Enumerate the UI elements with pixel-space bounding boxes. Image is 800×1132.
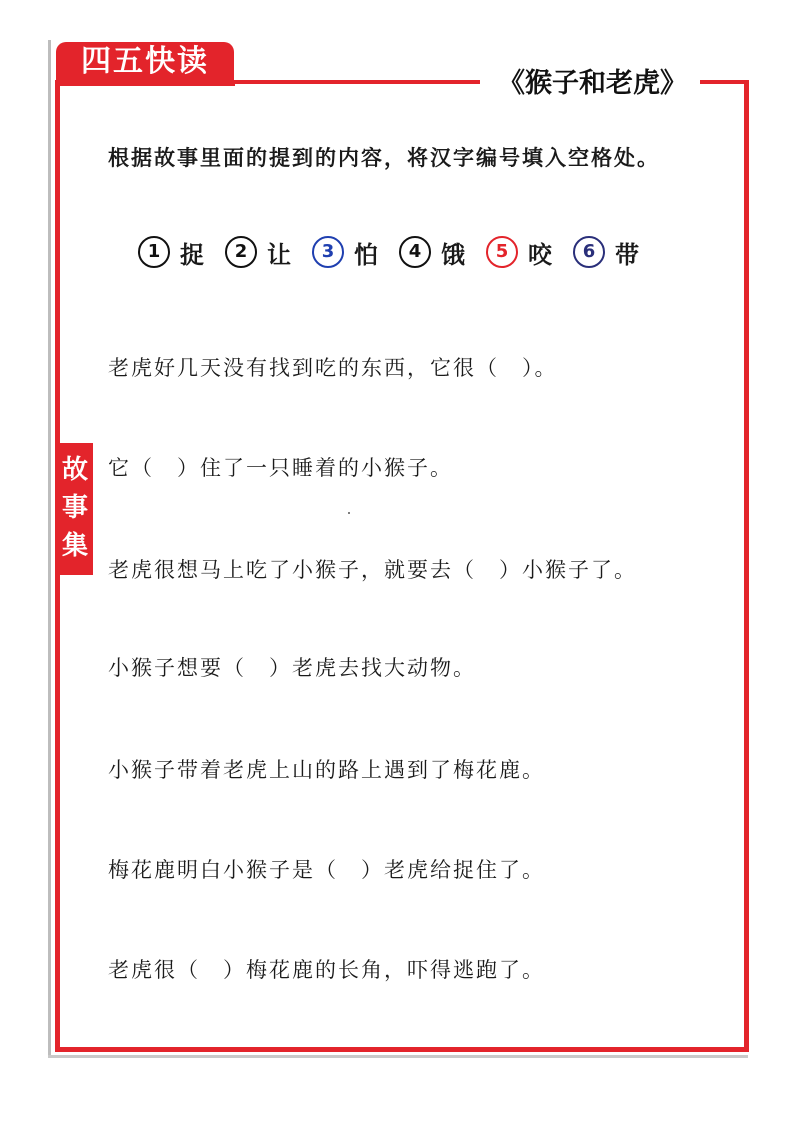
option-number: 5	[486, 236, 518, 268]
side-label-char: 故	[61, 455, 88, 485]
option-char: 让	[267, 239, 291, 269]
fill-in-sentence-4: 小猴子想要（ ）老虎去找大动物。	[108, 656, 476, 680]
fill-in-sentence-3: 老虎很想马上吃了小猴子，就要去（ ）小猴子了。	[108, 558, 637, 582]
option-char: 咬	[528, 239, 552, 269]
story-sentence-5: 小猴子带着老虎上山的路上遇到了梅花鹿。	[108, 758, 545, 782]
option-item	[399, 235, 465, 270]
options-row	[138, 230, 698, 274]
paper-speck	[348, 512, 350, 514]
frame-top-right	[700, 80, 748, 84]
fill-in-sentence-1: 老虎好几天没有找到吃的东西，它很（ ）。	[108, 356, 558, 380]
fill-in-sentence-7: 老虎很（ ）梅花鹿的长角，吓得逃跑了。	[108, 958, 545, 982]
option-number: 6	[573, 236, 605, 268]
option-item	[225, 235, 291, 270]
option-char: 怕	[354, 239, 378, 269]
option-char: 带	[615, 239, 639, 269]
frame-bottom	[55, 1047, 749, 1052]
frame-shadow-bottom	[48, 1055, 748, 1058]
option-number: 3	[312, 236, 344, 268]
frame-right	[744, 80, 749, 1052]
side-section-label	[57, 443, 93, 575]
fill-in-sentence-6: 梅花鹿明白小猴子是（ ）老虎给捉住了。	[108, 858, 545, 882]
option-number: 4	[399, 236, 431, 268]
frame-shadow-left	[48, 40, 51, 1055]
option-item	[573, 235, 639, 270]
option-char: 饿	[441, 239, 465, 269]
option-item	[138, 235, 204, 270]
option-number: 1	[138, 236, 170, 268]
frame-top-middle	[235, 80, 480, 84]
side-label-char: 事	[61, 493, 88, 523]
header-tab-label: 四五快读	[81, 44, 209, 79]
option-char: 捉	[180, 239, 204, 269]
side-label-char: 集	[61, 531, 88, 561]
instruction-text: 根据故事里面的提到的内容，将汉字编号填入空格处。	[108, 145, 660, 170]
option-item	[312, 235, 378, 270]
fill-in-sentence-2: 它（ ）住了一只睡着的小猴子。	[108, 456, 453, 480]
option-number: 2	[225, 236, 257, 268]
header-tab	[56, 42, 234, 82]
option-item	[486, 235, 552, 270]
page-title: 《猴子和老虎》	[498, 68, 687, 99]
